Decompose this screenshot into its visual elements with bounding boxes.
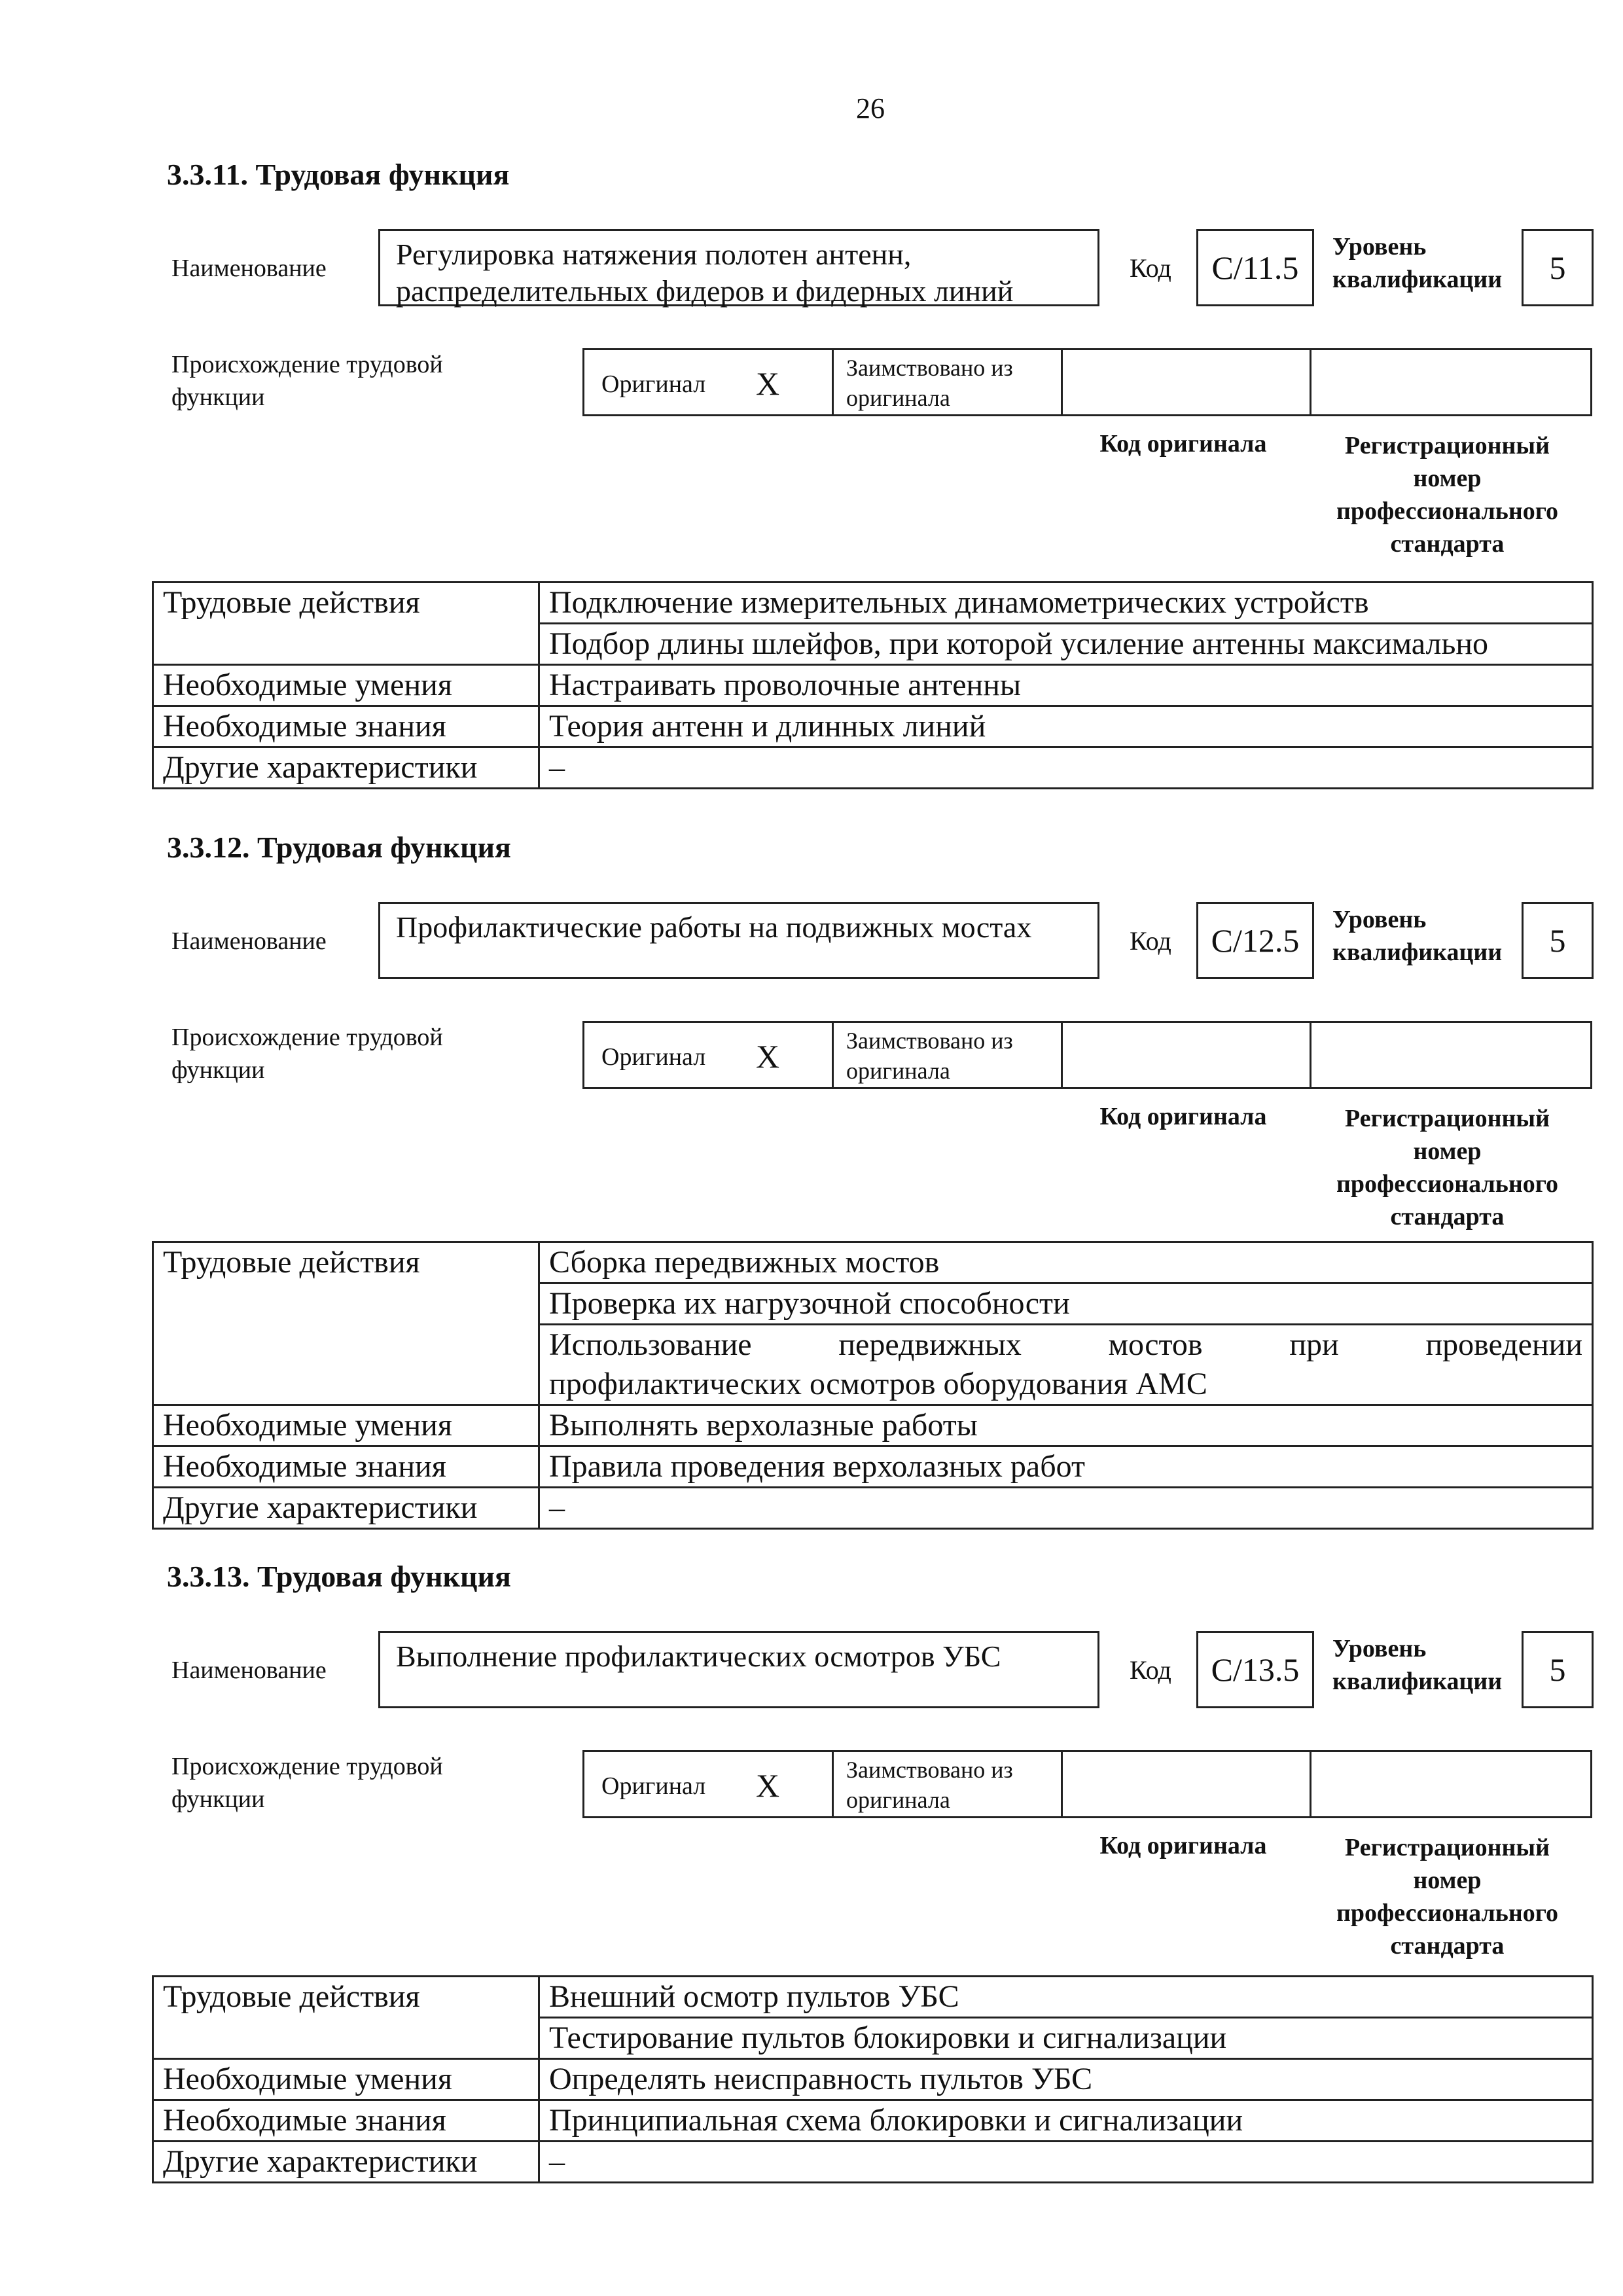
function-details-table [152,1241,1594,1530]
origin-table [582,348,1592,416]
code-label: Код [1130,1655,1171,1685]
skills-header: Необходимые умения [153,1405,539,1446]
caption-line: Регистрационный [1345,432,1550,459]
table-row [153,1242,1593,1283]
actions-header: Трудовые действия [153,1977,539,2059]
level-label [1332,230,1502,296]
knowledge-header: Необходимые знания [153,706,539,747]
name-label: Наименование [171,927,327,955]
caption-line: стандарта [1390,1203,1505,1230]
table-row [153,1488,1593,1529]
code-label: Код [1130,926,1171,956]
original-mark: X [756,1038,780,1075]
table-row [153,583,1593,624]
knowledge-value: Теория антенн и длинных линий [539,706,1593,747]
level-label [1332,1632,1502,1698]
section-title: 3.3.13. Трудовая функция [167,1560,511,1593]
skills-header: Необходимые умения [153,665,539,706]
skills-value: Настраивать проволочные антенны [539,665,1593,706]
other-header: Другие характеристики [153,1488,539,1529]
other-value: – [539,2142,1593,2183]
borrowed-label-line: оригинала [846,385,950,411]
caption-line: профессионального [1336,1170,1559,1198]
knowledge-value: Принципиальная схема блокировки и сигнализации [539,2100,1593,2142]
name-label: Наименование [171,1657,327,1684]
table-row [153,2142,1593,2183]
skills-header: Необходимые умения [153,2059,539,2100]
page-number: 26 [856,92,885,124]
caption-line: номер [1413,1867,1482,1894]
skills-value: Определять неисправность пультов УБС [539,2059,1593,2100]
labor-function-section [0,157,1623,877]
caption-line: Регистрационный [1345,1834,1550,1861]
other-header: Другие характеристики [153,2142,539,2183]
caption-line: стандарта [1390,1932,1505,1960]
action-item-line: профилактических осмотров оборудования АМС [549,1367,1207,1401]
borrowed-label [846,1026,1013,1086]
level-label-line: квалификации [1332,266,1503,293]
original-mark: X [756,1767,780,1804]
function-details-table [152,581,1594,789]
borrowed-label-line: Заимствовано из [846,1028,1013,1054]
function-name-line: Выполнение профилактических осмотров УБС [396,1640,1001,1673]
labor-function-section [0,1559,1623,2279]
original-code-caption: Код оригинала [1099,1832,1267,1859]
function-name-box [378,229,1099,306]
caption-line: профессионального [1336,1899,1559,1927]
function-name-box [378,1631,1099,1708]
original-code-caption: Код оригинала [1099,1103,1267,1130]
origin-label: Происхождение трудовой функции [171,1024,443,1084]
action-item [539,1325,1593,1405]
registration-number-caption [1302,1102,1592,1233]
origin-table [582,1750,1592,1818]
action-item: Тестирование пультов блокировки и сигнализации [539,2018,1593,2059]
origin-label: Происхождение трудовой функции [171,1753,443,1813]
other-header: Другие характеристики [153,747,539,789]
original-label: Оригинал [601,1043,706,1071]
caption-line: номер [1413,465,1482,492]
actions-header: Трудовые действия [153,583,539,665]
origin-code-cell [1061,1023,1311,1087]
function-code: C/12.5 [1196,902,1314,979]
caption-line: профессионального [1336,497,1559,525]
other-value: – [539,747,1593,789]
caption-line: номер [1413,1138,1482,1165]
qualification-level: 5 [1522,229,1594,306]
action-item: Подключение измерительных динамометрических устройств [539,583,1593,624]
function-name-line: Профилактические работы на подвижных мостах [396,910,1032,944]
original-label: Оригинал [601,370,706,398]
original-mark: X [756,365,780,402]
table-row [153,706,1593,747]
level-label-line: квалификации [1332,939,1503,966]
section-title: 3.3.11. Трудовая функция [167,158,510,191]
table-row [153,665,1593,706]
knowledge-value: Правила проведения верхолазных работ [539,1446,1593,1488]
origin-label: Происхождение трудовой функции [171,351,443,411]
original-label: Оригинал [601,1772,706,1800]
section-title: 3.3.12. Трудовая функция [167,831,511,864]
origin-table [582,1021,1592,1089]
action-item: Проверка их нагрузочной способности [539,1283,1593,1325]
name-label: Наименование [171,255,327,282]
level-label-line: Уровень [1332,233,1427,260]
level-label-line: квалификации [1332,1668,1503,1695]
table-row [153,2100,1593,2142]
action-item: Подбор длины шлейфов, при которой усиление антенны максимально [539,624,1593,665]
other-value: – [539,1488,1593,1529]
labor-function-section [0,830,1623,1550]
registration-number-caption [1302,1831,1592,1962]
origin-code-cell [1061,350,1311,414]
borrowed-label [846,353,1013,413]
origin-code-cell [1061,1752,1311,1816]
knowledge-header: Необходимые знания [153,1446,539,1488]
borrowed-label-line: оригинала [846,1058,950,1084]
action-item-line: Использование передвижных мостов при проведении [549,1327,1582,1362]
level-label-line: Уровень [1332,906,1427,933]
original-code-caption: Код оригинала [1099,430,1267,457]
level-label-line: Уровень [1332,1635,1427,1662]
action-item: Внешний осмотр пультов УБС [539,1977,1593,2018]
function-name-line: Регулировка натяжения полотен антенн, [396,238,912,271]
action-item: Сборка передвижных мостов [539,1242,1593,1283]
caption-line: стандарта [1390,530,1505,558]
function-details-table [152,1975,1594,2183]
level-label [1332,903,1502,969]
qualification-level: 5 [1522,1631,1594,1708]
qualification-level: 5 [1522,902,1594,979]
function-name-box [378,902,1099,979]
table-row [153,1977,1593,2018]
borrowed-label [846,1755,1013,1815]
actions-header: Трудовые действия [153,1242,539,1405]
table-row [153,1446,1593,1488]
function-name-line: распределительных фидеров и фидерных линий [396,274,1014,308]
skills-value: Выполнять верхолазные работы [539,1405,1593,1446]
borrowed-label-line: Заимствовано из [846,1757,1013,1783]
table-row [153,747,1593,789]
code-label: Код [1130,253,1171,283]
knowledge-header: Необходимые знания [153,2100,539,2142]
function-code: C/13.5 [1196,1631,1314,1708]
function-code: C/11.5 [1196,229,1314,306]
caption-line: Регистрационный [1345,1105,1550,1132]
borrowed-label-line: оригинала [846,1787,950,1813]
table-row [153,1405,1593,1446]
borrowed-label-line: Заимствовано из [846,355,1013,381]
registration-number-caption [1302,429,1592,560]
table-row [153,2059,1593,2100]
